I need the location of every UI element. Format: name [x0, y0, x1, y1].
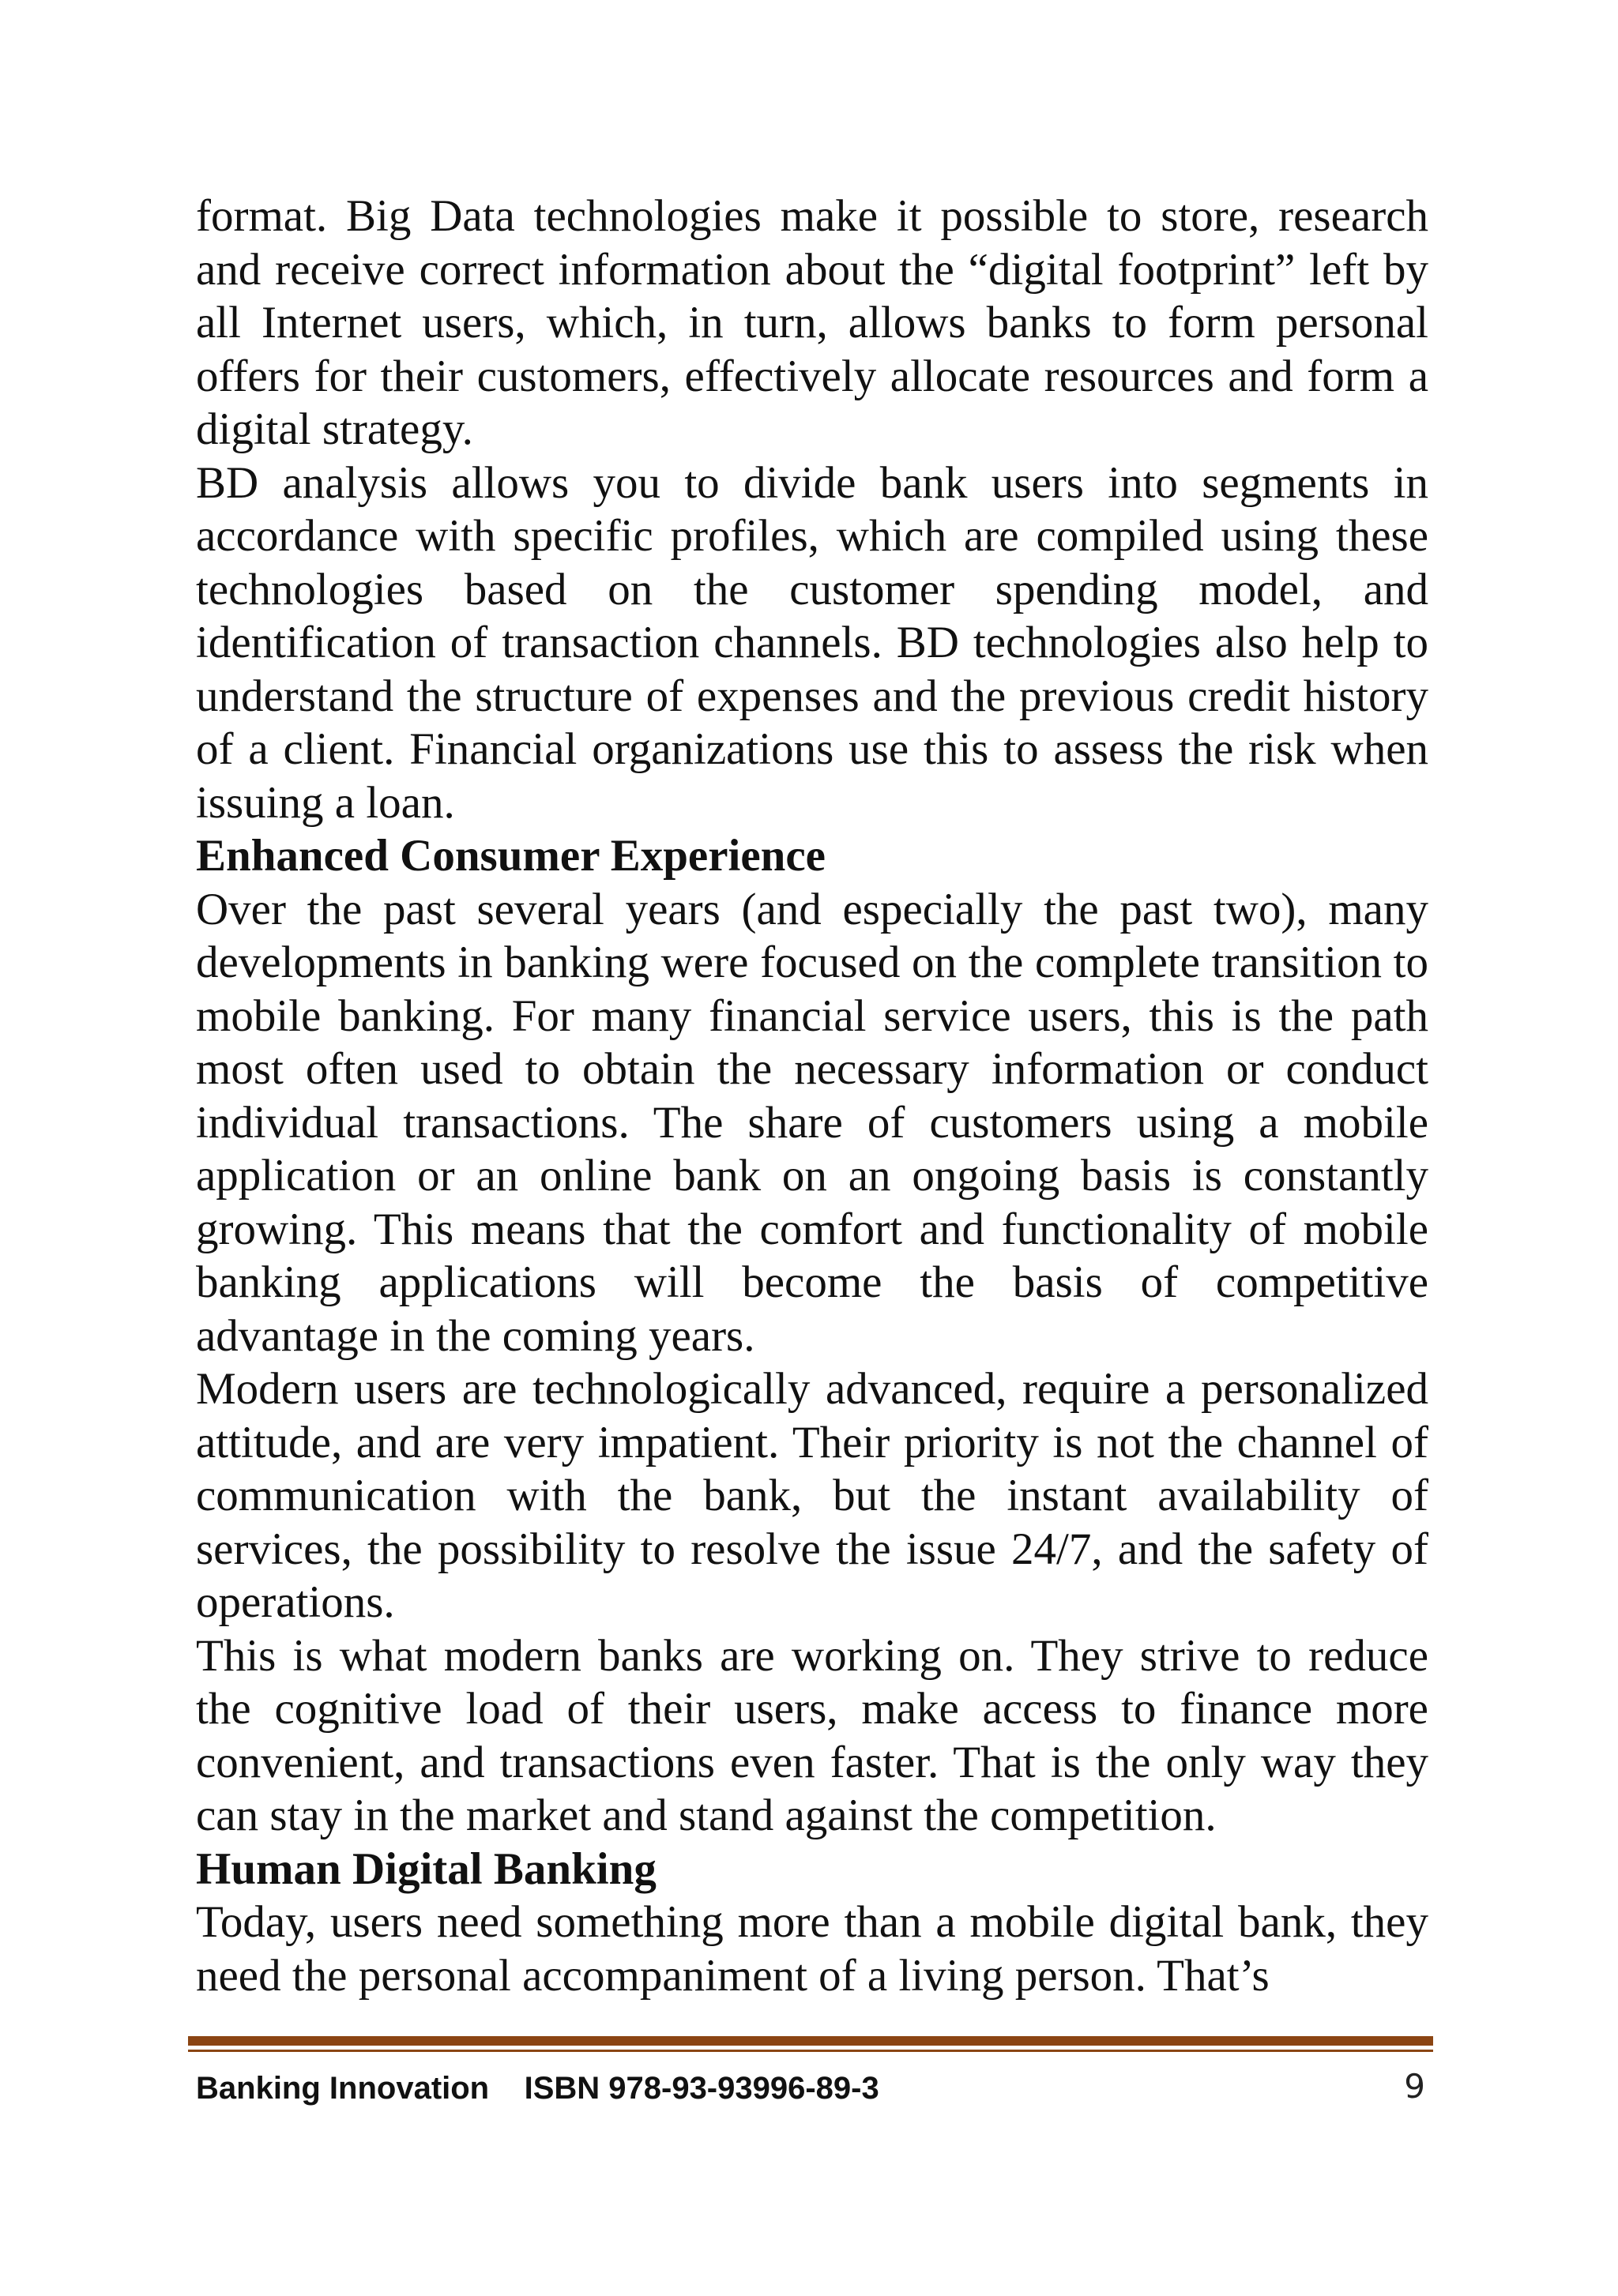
paragraph-mobile-banking: Over the past several years (and especially the past two), many developments in banking were focused on the complete transition to mobile banking. For many financial service users, this is the path most often used to obtain the necessary information or conduct individual transactions. The share of customers using a mobile application or an online bank on an ongoing basis is constantly growing. This means that the comfort and functionality of mobile banking applications will become the basis of competitive advantage in the coming years.: [196, 884, 1428, 1361]
footer-isbn: ISBN 978-93-93996-89-3: [524, 2071, 879, 2106]
footer-rule-thin: [188, 2050, 1433, 2052]
footer-book-title: Banking Innovation: [196, 2071, 490, 2106]
footer-book-info: [196, 2068, 879, 2109]
footer-rule-thick: [188, 2036, 1433, 2046]
section-heading-human-digital-banking: Human Digital Banking: [196, 1843, 657, 1894]
body-text: [196, 190, 1428, 2002]
paragraph-bd-analysis: BD analysis allows you to divide bank users into segments in accordance with specific profiles, which are compiled using these technologies based on the customer spending model, and identification of transaction channels. BD technologies also help to understand the structure of expenses and the previous credit history of a client. Financial organizations use this to assess the risk when issuing a loan.: [196, 457, 1428, 828]
paragraph-big-data-footprint: format. Big Data technologies make it possible to store, research and receive correct information about the “digital footprint” left by all Internet users, which, in turn, allows banks to form personal offers for their customers, effectively allocate resources and form a digital strategy.: [196, 191, 1428, 454]
paragraph-personal-accompaniment: Today, users need something more than a mobile digital bank, they need the personal accompaniment of a living person. That’s: [196, 1897, 1428, 2001]
paragraph-modern-banks: This is what modern banks are working on. They strive to reduce the cognitive load of their users, make access to finance more convenient, and transactions even faster. That is the only way they can stay in the market and stand against the competition.: [196, 1630, 1428, 1840]
paragraph-modern-users: Modern users are technologically advanced, require a personalized attitude, and are very impatient. Their priority is not the channel of communication with the bank, but the instant availability of services, the possibility to resolve the issue 24/7, and the safety of operations.: [196, 1364, 1428, 1627]
page-number: 9: [1404, 2067, 1425, 2106]
section-heading-consumer-experience: Enhanced Consumer Experience: [196, 831, 826, 881]
